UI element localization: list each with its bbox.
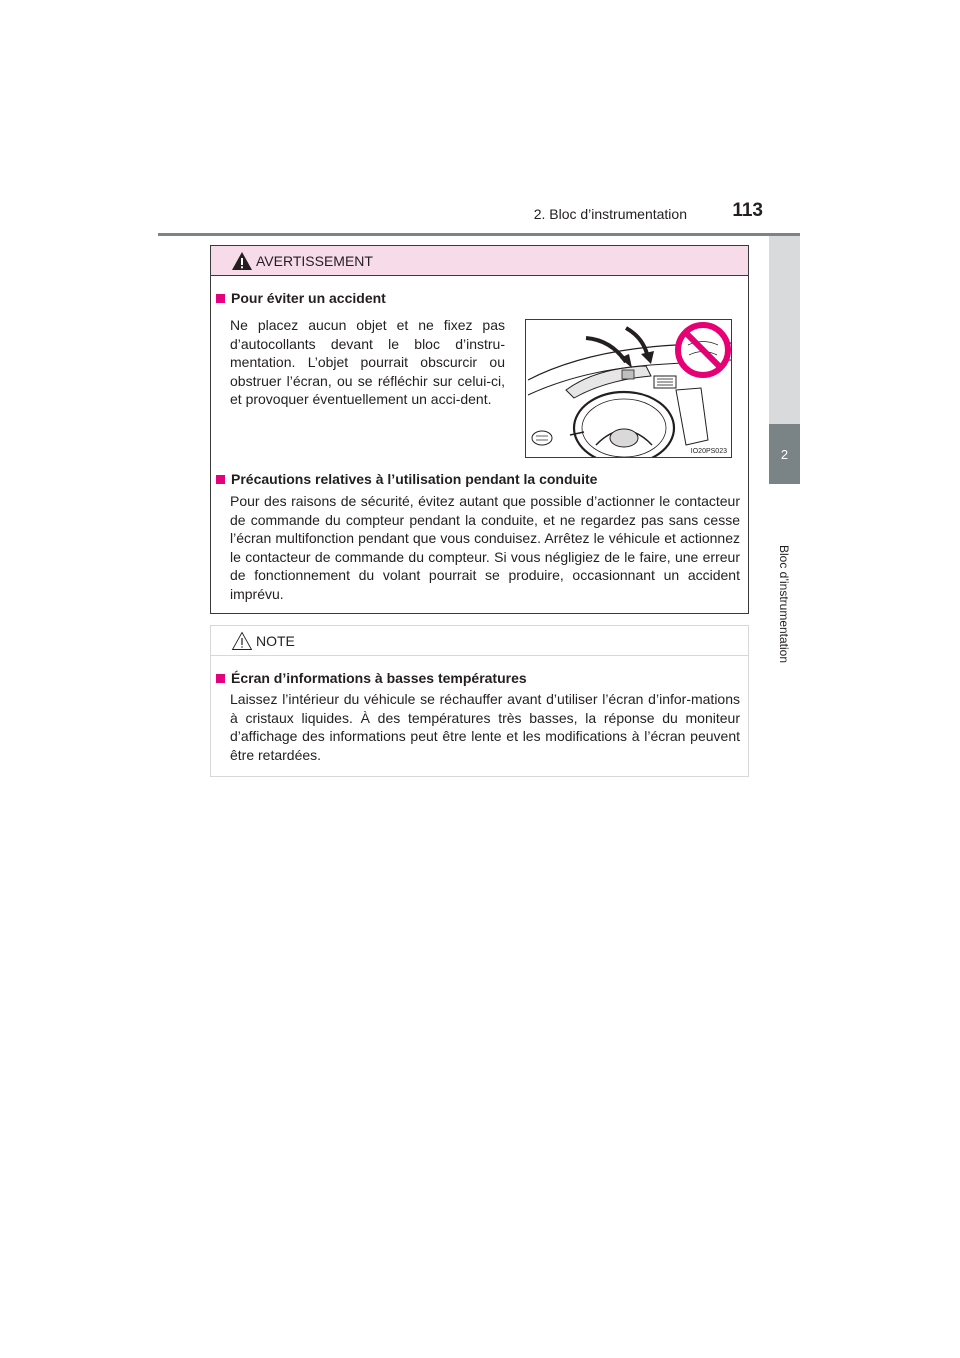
bullet-square-icon xyxy=(216,294,225,303)
note-heading-1-text: Écran d’informations à basses températures xyxy=(231,670,527,686)
note-box-header xyxy=(211,626,748,656)
header-rule xyxy=(158,233,800,236)
running-header-section: 2. Bloc d’instrumentation xyxy=(533,206,687,222)
warning-paragraph-2: Pour des raisons de sécurité, évitez autant que possible d’actionner le contacteur de commande du compteur pendant la conduite, et ne regardez pas sans cesse l’écran multifonction pendant que vous conduisez. Arrêtez le véhicule et actionnez le contacteur de commande du compteur. Si vous négligiez de le faire, une erreur de fonctionnement du volant pourrait se produire, occasionnant un accident imprévu. xyxy=(230,493,740,602)
warning-section-heading-1 xyxy=(216,290,386,306)
warning-box xyxy=(210,245,749,614)
warning-section-heading-2 xyxy=(216,471,597,487)
warning-paragraph-1: Ne placez aucun objet et ne fixez pas d’autocollants devant le bloc d’instru-mentation. L’objet pourrait obscurcir ou obstruer l’écran, ou se réfléchir sur celui-ci, et provoquer éventuellement un acci-dent. xyxy=(230,317,505,408)
chapter-tab-label xyxy=(769,484,800,724)
chapter-tab-number: 2 xyxy=(769,424,800,484)
page-number: 113 xyxy=(732,200,763,221)
illustration-code: IO20PS023 xyxy=(690,448,727,455)
note-paragraph-1: Laissez l’intérieur du véhicule se réchauffer avant d’utiliser l’écran d’infor-mations à cristaux liquides. À des températures très basses, la réponse du moniteur d’affichage des informations peut être lente et les modifications à l’écran peuvent être retardées. xyxy=(230,691,740,763)
dashboard-drawing xyxy=(526,320,731,457)
warning-heading-1-text: Pour éviter un accident xyxy=(231,290,386,306)
warning-box-header xyxy=(211,246,748,276)
chapter-tab-label-text: Bloc d’instrumentation xyxy=(777,544,792,664)
bullet-square-icon xyxy=(216,475,225,484)
warning-triangle-icon xyxy=(231,251,253,271)
warning-heading-2-text: Précautions relatives à l’utilisation pendant la conduite xyxy=(231,471,598,487)
bullet-square-icon xyxy=(216,674,225,683)
note-section-heading-1 xyxy=(216,670,527,686)
note-box xyxy=(210,625,749,777)
chapter-tab-top xyxy=(769,236,800,424)
note-title: NOTE xyxy=(256,632,295,649)
caution-triangle-outline-icon xyxy=(231,631,253,651)
warning-title: AVERTISSEMENT xyxy=(256,252,373,269)
dashboard-illustration xyxy=(525,319,732,458)
